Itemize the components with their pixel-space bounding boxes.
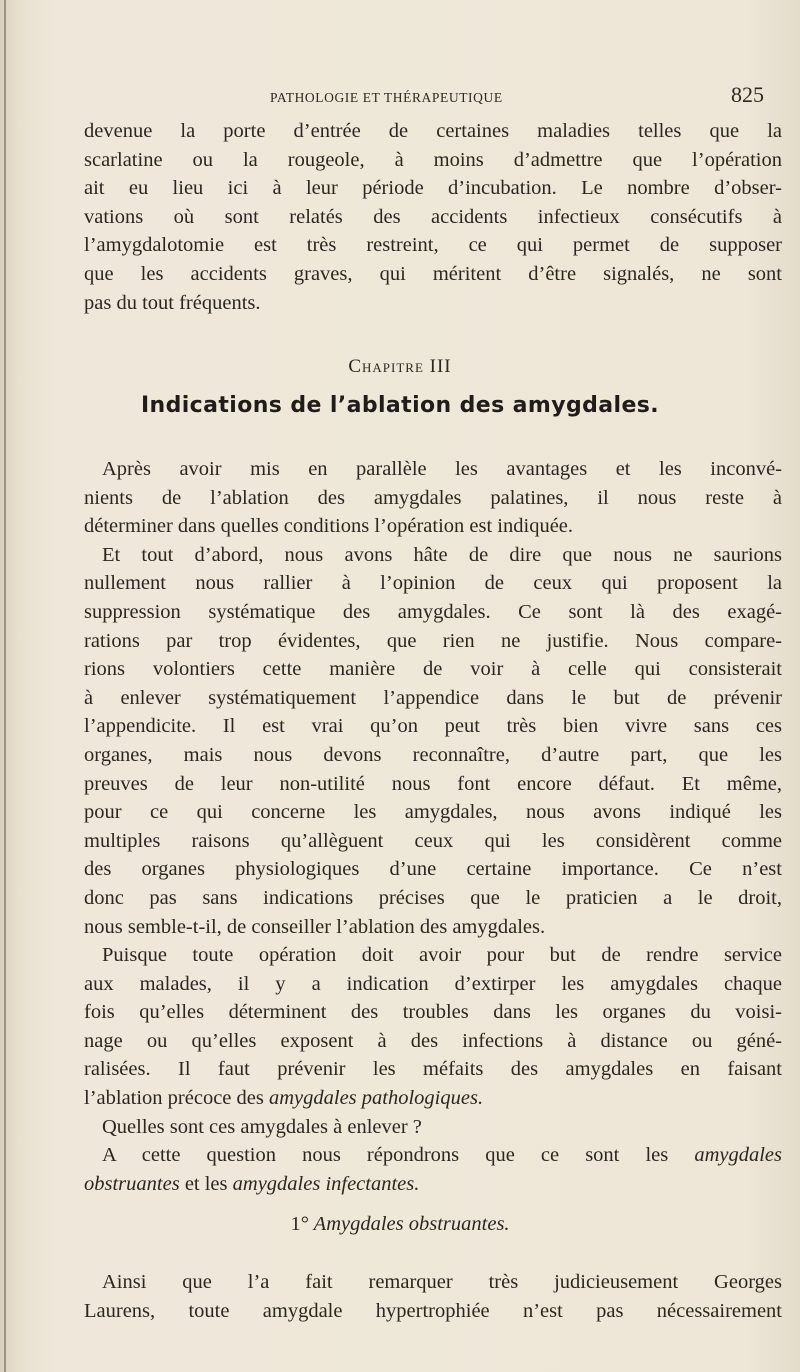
text-line: déterminer dans quelles conditions l’opération est indiquée. (84, 515, 574, 538)
text-line: l’appendicite. Il est vrai qu’on peut très bien vivre sans ces (84, 715, 782, 738)
text-line: Quelles sont ces amygdales à enlever ? (102, 1115, 422, 1138)
page-header (0, 84, 800, 114)
italic-text: amygdales (694, 1144, 782, 1167)
text-line: nullement nous rallier à l’opinion de ceux qui proposent la (84, 572, 782, 595)
page-number: 825 (731, 82, 764, 107)
text-run: l’ablation précoce des (84, 1087, 269, 1110)
italic-text: amygdales pathologiques. (268, 1087, 484, 1110)
text-line: Puisque toute opération doit avoir pour but de rendre service (102, 944, 782, 967)
text-line: vations où sont relatés des accidents infectieux consécutifs à (84, 205, 782, 228)
text-line: ralisées. Il faut prévenir les méfaits des amygdales en faisant (84, 1058, 782, 1081)
text-line: que les accidents graves, qui méritent d’être signalés, ne sont (84, 262, 782, 285)
text-line: nients de l’ablation des amygdales palatines, il nous reste à (84, 486, 782, 509)
running-title: PATHOLOGIE ET THÉRAPEUTIQUE (270, 90, 503, 105)
chapter-number: III (429, 356, 452, 377)
text-line: à enlever systématiquement l’appendice dans le but de prévenir (84, 686, 782, 709)
text-line: pour ce qui concerne les amygdales, nous avons indiqué les (84, 801, 782, 824)
text-line: l’amygdalotomie est très restreint, ce qui permet de supposer (84, 234, 782, 257)
chapter-heading (0, 356, 800, 378)
italic-text: obstruantes (84, 1172, 180, 1195)
text-line: preuves de leur non-utilité nous font encore défaut. Et même, (84, 772, 782, 795)
subheading-number: 1° (290, 1213, 309, 1235)
main-body (84, 455, 782, 1198)
text-line: aux malades, il y a indication d’extirper les amygdales chaque (84, 972, 782, 995)
text-line: organes, mais nous devons reconnaître, d’autre part, que les (84, 743, 782, 766)
text-run: A cette question nous répondrons que ce sont les (102, 1144, 695, 1167)
subheading (0, 1213, 800, 1236)
text-line: des organes physiologiques d’une certaine importance. Ce n’est (84, 858, 782, 881)
text-line: rations par trop évidentes, que rien ne justifie. Nous compare- (84, 629, 782, 652)
text-line: fois qu’elles déterminent des troubles dans les organes du voisi- (84, 1001, 782, 1024)
text-line: nage ou qu’elles exposent à des infections à distance ou géné- (84, 1029, 782, 1052)
text-line: scarlatine ou la rougeole, à moins d’admettre que l’opération (84, 148, 782, 171)
text-line: pas du tout fréquents. (84, 291, 261, 314)
italic-text: amygdales infectantes. (232, 1172, 420, 1195)
text-line (84, 1170, 782, 1199)
text-line: Laurens, toute amygdale hypertrophiée n’est pas nécessairement (84, 1299, 782, 1322)
subheading-title: Amygdales obstruantes. (313, 1213, 510, 1235)
text-line (84, 1141, 782, 1170)
page-edge-shadow (4, 0, 6, 1372)
text-line: multiples raisons qu’allèguent ceux qui les considèrent comme (84, 829, 782, 852)
text-line: rions volontiers cette manière de voir à celle qui consisterait (84, 658, 782, 681)
text-line: nous semble-t-il, de conseiller l’ablation des amygdales. (84, 915, 546, 938)
text-line: Et tout d’abord, nous avons hâte de dire que nous ne saurions (102, 543, 782, 566)
text-line: donc pas sans indications précises que le praticien a le droit, (84, 886, 782, 909)
text-line: devenue la porte d’entrée de certaines maladies telles que la (84, 120, 782, 142)
text-line: suppression systématique des amygdales. Ce sont là des exagé- (84, 600, 782, 623)
text-line: Après avoir mis en parallèle les avantages et les inconvé- (102, 458, 782, 480)
chapter-label: Chapitre (348, 356, 424, 377)
text-line (84, 1084, 782, 1113)
text-line: Ainsi que l’a fait remarquer très judicieusement Georges (102, 1271, 782, 1293)
text-run: et les (179, 1172, 233, 1195)
text-line: ait eu lieu ici à leur période d’incubation. Le nombre d’obser- (84, 177, 782, 200)
section-title: Indications de l’ablation des amygdales. (140, 393, 660, 418)
intro-paragraph (84, 117, 782, 317)
final-paragraph (84, 1268, 782, 1325)
